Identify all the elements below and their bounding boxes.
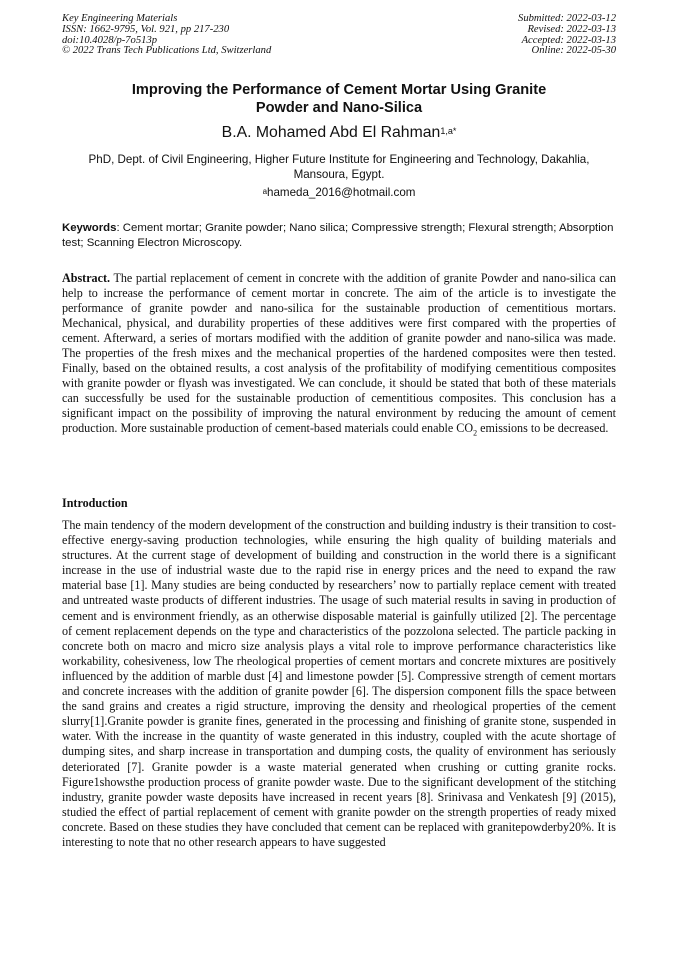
revised-date: Revised: 2022-03-13 <box>527 23 616 35</box>
abstract <box>62 271 616 441</box>
submission-dates <box>518 14 616 57</box>
journal-name: Key Engineering Materials <box>62 13 178 24</box>
section-heading-introduction: Introduction <box>62 496 128 510</box>
online-date: Online: 2022-05-30 <box>531 45 616 57</box>
title-line-2: Powder and Nano-Silica <box>255 99 423 116</box>
keywords <box>62 221 616 250</box>
copyright-line: © 2022 Trans Tech Publications Ltd, Switzerland <box>62 45 272 57</box>
title-line-1: Improving the Performance of Cement Mortar Using Granite <box>131 82 547 98</box>
keywords-text: : Cement mortar; Granite powder; Nano silica; Compressive strength; Flexural strength; Absorption test; Scanning Electron Microscopy. <box>62 222 614 249</box>
journal-info <box>62 14 271 57</box>
abstract-tail: emissions to be decreased. <box>477 421 609 436</box>
affiliation: PhD, Dept. of Civil Engineering, Higher Future Institute for Engineering and Technology, Dakahlia, Mansoura, Egypt. <box>88 153 590 181</box>
abstract-label: Abstract. <box>62 271 111 285</box>
email-address[interactable]: hameda_2016@hotmail.com <box>267 186 416 199</box>
email-marker: a <box>262 187 268 196</box>
author-email <box>62 186 616 200</box>
submitted-date: Submitted: 2022-03-12 <box>518 13 616 24</box>
author-name: B.A. Mohamed Abd El Rahman <box>221 124 441 141</box>
keywords-label: Keywords <box>62 222 117 234</box>
author-line <box>62 124 616 142</box>
abstract-text: The partial replacement of cement in concrete with the addition of granite Powder and nano-silica can help to increase the performance of cement mortar in concrete. The aim of the article is to investigate the performance of granite powder and nano-silica for the sustainable production of cementitious mortars. Mechanical, physical, and durability properties of these additives were first compared with the properties of cement. Afterward, a series of mortars modified with the addition of granite powder and nano-silica was made. The properties of the fresh mixes and the mechanical properties of the hardened composites were then tested. Finally, based on the obtained results, a cost analysis of the profitability of modifying cementitious composites with granite powder or flyash was investigated. We can conclude, it should be stated that both of these materials can successfully be used for the sustainable production of cementitious composites. This conclusion has a significant impact on the possibility of improving the natural environment by reducing the amount of cement production. More sustainable production of cement-based materials could enable CO <box>62 271 616 436</box>
accepted-date: Accepted: 2022-03-13 <box>521 34 616 46</box>
author-affiliation-marker: 1,a* <box>440 126 457 136</box>
issn-line: ISSN: 1662-9795, Vol. 921, pp 217-230 <box>62 23 230 35</box>
introduction-body: The main tendency of the modern development of the construction and building industry is their transition to cost-effective energy-saving production technologies, while ensuring the high quality of building materials and structures. At the current stage of development of building and construction in the world there is a significant increase in the use of industrial waste due to the rapid rise in energy prices and the need to expand the raw material base [1]. Many studies are being conducted by researchers’ now to partially replace cement with treated and untreated waste products of different industries. The usage of such material results in saving in production of cement and is environment friendly, as an otherwise disposable material is gainfully utilized [2]. The percentage of cement replacement depends on the type and characteristics of the pozzolona selected. The particle packing in concrete both on macro and micro size analysis plays a vital role to improve performance characteristics like workability, cohesiveness, low The rheological properties of cement mortars and concrete mixtures are positively influenced by the addition of marble dust [4] and limestone powder [5]. Compressive strength of cement mortars and concrete increases with the addition of granite powder [6]. The dispersion component fills the space between the sand grains and creates a rigid structure, improving the density and rheological properties of the cement slurry[1].Granite powder is granite fines, generated in the processing and finishing of granite stone, suspended in water. With the increase in the quantity of waste generated in this industry, coupled with the acute shortage of dumping sites, and sharp increase in transportation and dumping costs, the quality of environment has seriously deteriorated [7]. Granite powder is a waste material generated when crushing or cutting granite rocks. Figure1showsthe production process of granite powder waste. Due to the significant development of the stitching industry, granite powder waste deposits have increased in recent years [8]. Srinivasa and Venkatesh [9] (2015), studied the effect of partial replacement of cement with granite powder on the strength properties of ready mixed concrete. Based on these studies they have concluded that cement can be replaced with granitepowderby20%. It is interesting to note that no other research appears to have suggested <box>62 518 616 849</box>
abstract-subscript: 2 <box>473 428 478 438</box>
paper-title <box>62 82 616 117</box>
doi-line[interactable]: doi:10.4028/p-7o513p <box>62 34 158 46</box>
